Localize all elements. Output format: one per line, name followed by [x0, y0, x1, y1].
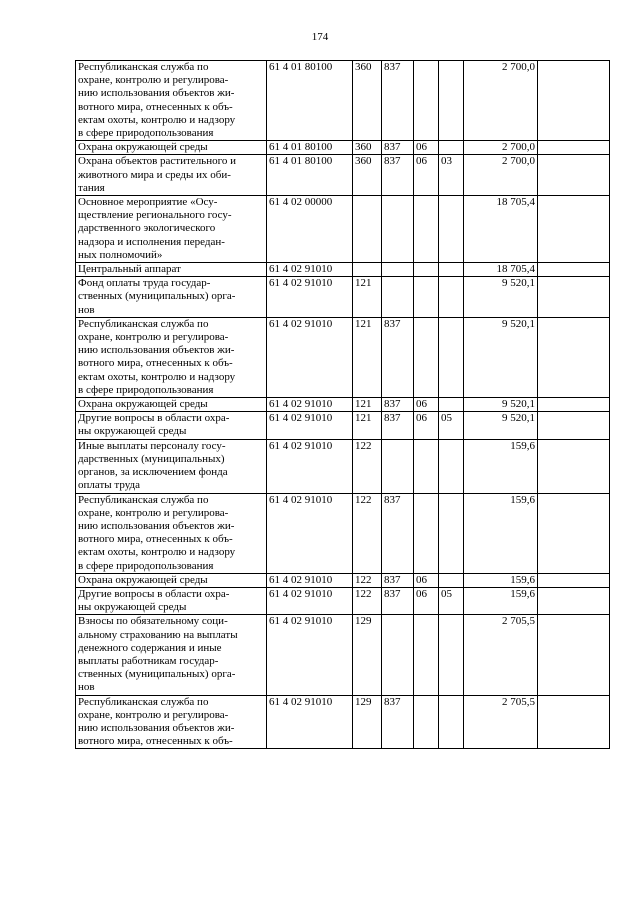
target-article-cell: 61 4 02 91010 — [267, 317, 353, 397]
section-cell — [414, 61, 439, 141]
table-row — [76, 587, 610, 614]
expense-type-cell: 122 — [353, 493, 382, 573]
target-article-cell: 61 4 02 91010 — [267, 587, 353, 614]
blank-cell — [538, 196, 610, 263]
subsection-cell — [439, 196, 464, 263]
item-name-line: Республиканская служба по — [78, 317, 209, 330]
item-name-line: вотного мира, отнесенных к объ- — [78, 357, 233, 370]
table-row — [76, 695, 610, 749]
item-name-line: Другие вопросы в области охра- — [78, 587, 230, 600]
item-name-line: Республиканская служба по — [78, 695, 209, 708]
administrator-code-cell: 837 — [382, 61, 414, 141]
item-name-cell — [76, 398, 267, 412]
item-name-line: ектам охоты, контролю и надзору — [78, 546, 236, 559]
target-article-cell: 61 4 02 91010 — [267, 493, 353, 573]
item-name-line: ществление регионального госу- — [78, 209, 232, 222]
blank-cell — [538, 398, 610, 412]
amount-cell: 9 520,1 — [464, 317, 538, 397]
item-name-cell — [76, 155, 267, 196]
item-name-line: Охрана объектов растительного и — [78, 155, 236, 168]
item-name-cell — [76, 263, 267, 277]
amount-cell: 9 520,1 — [464, 398, 538, 412]
section-cell — [414, 493, 439, 573]
item-name-line: денежного содержания и иные — [78, 641, 222, 654]
administrator-code-cell: 837 — [382, 695, 414, 749]
amount-cell: 159,6 — [464, 439, 538, 493]
expense-type-cell: 121 — [353, 398, 382, 412]
target-article-cell: 61 4 02 91010 — [267, 277, 353, 318]
target-article-cell: 61 4 02 91010 — [267, 439, 353, 493]
target-article-cell: 61 4 02 91010 — [267, 412, 353, 439]
blank-cell — [538, 141, 610, 155]
subsection-cell — [439, 317, 464, 397]
administrator-code-cell — [382, 615, 414, 695]
target-article-cell: 61 4 02 91010 — [267, 615, 353, 695]
target-article-cell: 61 4 02 00000 — [267, 196, 353, 263]
blank-cell — [538, 155, 610, 196]
section-cell — [414, 196, 439, 263]
item-name-cell — [76, 587, 267, 614]
amount-cell: 2 700,0 — [464, 61, 538, 141]
item-name-line: ственных (муниципальных) орга- — [78, 668, 236, 681]
item-name-line: надзора и исполнения передан- — [78, 235, 225, 248]
item-name-line: охране, контролю и регулирова- — [78, 708, 229, 721]
blank-cell — [538, 263, 610, 277]
subsection-cell — [439, 277, 464, 318]
amount-cell: 159,6 — [464, 493, 538, 573]
target-article-cell: 61 4 02 91010 — [267, 695, 353, 749]
expense-type-cell: 121 — [353, 277, 382, 318]
blank-cell — [538, 317, 610, 397]
blank-cell — [538, 695, 610, 749]
item-name-line: Другие вопросы в области охра- — [78, 412, 230, 425]
amount-cell: 9 520,1 — [464, 412, 538, 439]
item-name-line: нов — [78, 303, 95, 316]
table-row — [76, 317, 610, 397]
subsection-cell — [439, 398, 464, 412]
subsection-cell — [439, 439, 464, 493]
expense-type-cell: 129 — [353, 615, 382, 695]
subsection-cell — [439, 615, 464, 695]
item-name-line: Фонд оплаты труда государ- — [78, 277, 211, 290]
expense-type-cell — [353, 263, 382, 277]
administrator-code-cell: 837 — [382, 587, 414, 614]
table-row — [76, 439, 610, 493]
item-name-cell — [76, 412, 267, 439]
item-name-line: Охрана окружающей среды — [78, 141, 208, 154]
table-row — [76, 493, 610, 573]
administrator-code-cell: 837 — [382, 573, 414, 587]
item-name-cell — [76, 493, 267, 573]
blank-cell — [538, 587, 610, 614]
item-name-line: ных полномочий» — [78, 248, 163, 261]
item-name-line: выплаты работникам государ- — [78, 654, 219, 667]
table-row — [76, 412, 610, 439]
table-row — [76, 573, 610, 587]
item-name-cell — [76, 439, 267, 493]
blank-cell — [538, 61, 610, 141]
expense-type-cell — [353, 196, 382, 263]
target-article-cell: 61 4 02 91010 — [267, 573, 353, 587]
blank-cell — [538, 412, 610, 439]
amount-cell: 159,6 — [464, 573, 538, 587]
subsection-cell — [439, 493, 464, 573]
item-name-line: Центральный аппарат — [78, 263, 181, 276]
item-name-line: Республиканская служба по — [78, 493, 209, 506]
item-name-line: нию использования объектов жи- — [78, 344, 235, 357]
item-name-line: вотного мира, отнесенных к объ- — [78, 533, 233, 546]
subsection-cell — [439, 61, 464, 141]
expense-type-cell: 129 — [353, 695, 382, 749]
item-name-line: альному страхованию на выплаты — [78, 628, 238, 641]
amount-cell: 2 700,0 — [464, 141, 538, 155]
table-row — [76, 615, 610, 695]
section-cell — [414, 439, 439, 493]
item-name-line: в сфере природопользования — [78, 127, 214, 140]
item-name-line: вотного мира, отнесенных к объ- — [78, 100, 233, 113]
expense-type-cell: 122 — [353, 573, 382, 587]
amount-cell: 2 705,5 — [464, 695, 538, 749]
item-name-line: ектам охоты, контролю и надзору — [78, 113, 236, 126]
administrator-code-cell: 837 — [382, 398, 414, 412]
item-name-line: в сфере природопользования — [78, 383, 214, 396]
table-row — [76, 277, 610, 318]
item-name-line: ственных (муниципальных) орга- — [78, 290, 236, 303]
item-name-line: Республиканская служба по — [78, 61, 209, 73]
item-name-line: охране, контролю и регулирова- — [78, 331, 229, 344]
section-cell — [414, 615, 439, 695]
item-name-cell — [76, 196, 267, 263]
item-name-cell — [76, 141, 267, 155]
amount-cell: 2 700,0 — [464, 155, 538, 196]
item-name-line: охране, контролю и регулирова- — [78, 506, 229, 519]
section-cell — [414, 695, 439, 749]
target-article-cell: 61 4 02 91010 — [267, 398, 353, 412]
item-name-line: дарственного экологического — [78, 222, 216, 235]
table-row — [76, 141, 610, 155]
table-row — [76, 155, 610, 196]
item-name-cell — [76, 615, 267, 695]
item-name-line: охране, контролю и регулирова- — [78, 74, 229, 87]
amount-cell: 159,6 — [464, 587, 538, 614]
target-article-cell: 61 4 01 80100 — [267, 155, 353, 196]
table-row — [76, 263, 610, 277]
item-name-cell — [76, 277, 267, 318]
table-row — [76, 196, 610, 263]
item-name-line: тания — [78, 181, 105, 194]
expense-type-cell: 360 — [353, 155, 382, 196]
expense-type-cell: 121 — [353, 412, 382, 439]
blank-cell — [538, 439, 610, 493]
administrator-code-cell — [382, 263, 414, 277]
section-cell: 06 — [414, 573, 439, 587]
item-name-line: Охрана окружающей среды — [78, 398, 208, 411]
subsection-cell: 05 — [439, 587, 464, 614]
section-cell: 06 — [414, 587, 439, 614]
subsection-cell — [439, 573, 464, 587]
section-cell — [414, 277, 439, 318]
item-name-line: Взносы по обязательному соци- — [78, 615, 228, 628]
target-article-cell: 61 4 01 80100 — [267, 61, 353, 141]
subsection-cell — [439, 141, 464, 155]
item-name-line: дарственных (муниципальных) — [78, 452, 225, 465]
blank-cell — [538, 573, 610, 587]
target-article-cell: 61 4 01 80100 — [267, 141, 353, 155]
table-row — [76, 61, 610, 141]
section-cell: 06 — [414, 398, 439, 412]
item-name-line: оплаты труда — [78, 479, 141, 492]
expense-type-cell: 121 — [353, 317, 382, 397]
item-name-cell — [76, 317, 267, 397]
item-name-line: ектам охоты, контролю и надзору — [78, 370, 236, 383]
administrator-code-cell: 837 — [382, 412, 414, 439]
item-name-line: Охрана окружающей среды — [78, 573, 208, 586]
blank-cell — [538, 493, 610, 573]
budget-table-body — [76, 61, 610, 749]
administrator-code-cell: 837 — [382, 141, 414, 155]
item-name-cell — [76, 695, 267, 749]
administrator-code-cell — [382, 196, 414, 263]
item-name-line: животного мира и среды их оби- — [78, 168, 231, 181]
section-cell: 06 — [414, 412, 439, 439]
item-name-line: Иные выплаты персоналу госу- — [78, 439, 226, 452]
amount-cell: 2 705,5 — [464, 615, 538, 695]
administrator-code-cell: 837 — [382, 317, 414, 397]
table-row — [76, 398, 610, 412]
section-cell: 06 — [414, 155, 439, 196]
subsection-cell: 03 — [439, 155, 464, 196]
subsection-cell — [439, 263, 464, 277]
administrator-code-cell: 837 — [382, 155, 414, 196]
item-name-cell — [76, 61, 267, 141]
item-name-cell — [76, 573, 267, 587]
blank-cell — [538, 277, 610, 318]
item-name-line: нию использования объектов жи- — [78, 87, 235, 100]
administrator-code-cell — [382, 277, 414, 318]
item-name-line: органов, за исключением фонда — [78, 466, 228, 479]
section-cell — [414, 263, 439, 277]
item-name-line: Основное мероприятие «Осу- — [78, 196, 218, 209]
item-name-line: нию использования объектов жи- — [78, 519, 235, 532]
expense-type-cell: 122 — [353, 587, 382, 614]
expense-type-cell: 360 — [353, 61, 382, 141]
administrator-code-cell — [382, 439, 414, 493]
page-number: 174 — [311, 31, 329, 43]
section-cell — [414, 317, 439, 397]
subsection-cell — [439, 695, 464, 749]
amount-cell: 18 705,4 — [464, 263, 538, 277]
item-name-line: ны окружающей среды — [78, 601, 187, 614]
item-name-line: вотного мира, отнесенных к объ- — [78, 735, 233, 748]
subsection-cell: 05 — [439, 412, 464, 439]
blank-cell — [538, 615, 610, 695]
administrator-code-cell: 837 — [382, 493, 414, 573]
expense-type-cell: 122 — [353, 439, 382, 493]
section-cell: 06 — [414, 141, 439, 155]
item-name-line: в сфере природопользования — [78, 559, 214, 572]
item-name-line: нию использования объектов жи- — [78, 721, 235, 734]
item-name-line: нов — [78, 681, 95, 694]
item-name-line: ны окружающей среды — [78, 425, 187, 438]
expense-type-cell: 360 — [353, 141, 382, 155]
amount-cell: 18 705,4 — [464, 196, 538, 263]
target-article-cell: 61 4 02 91010 — [267, 263, 353, 277]
budget-table — [75, 60, 610, 749]
amount-cell: 9 520,1 — [464, 277, 538, 318]
